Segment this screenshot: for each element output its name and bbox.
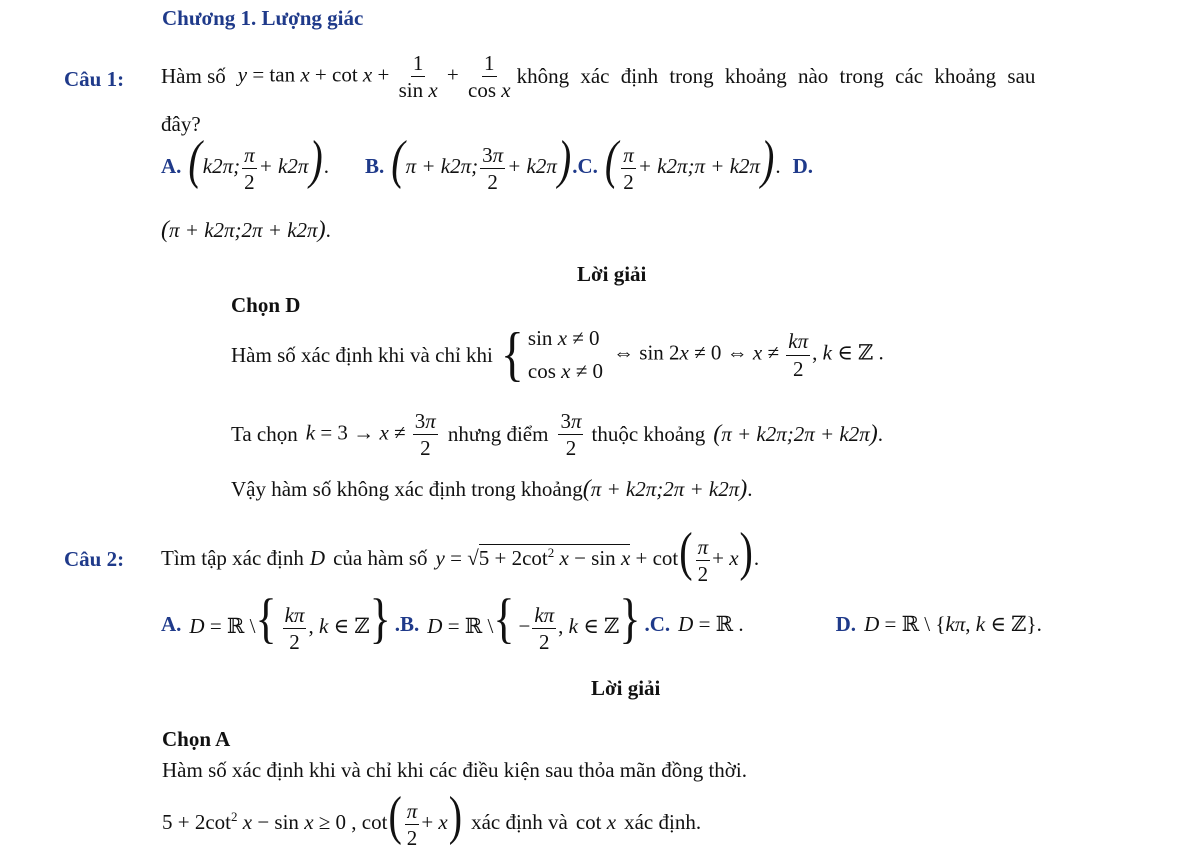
solution-2-line-2-text-b: xác định. — [624, 809, 702, 834]
solution-1-line-3-text: Vậy hàm số không xác định trong khoảng — [231, 477, 583, 501]
solution-1-line-1: Hàm số xác định khi và chỉ khi { sin x ≠ 0 cos x ≠ 0 ⇔ sin 2x ≠ 0 ⇔ x ≠ $\frac{k\pi}{2}$ , k ∈ ℤ . — [231, 321, 884, 388]
option-d-label: D. — [792, 153, 814, 178]
option-b-label: B. — [364, 153, 385, 178]
question-1-options — [161, 128, 814, 194]
option-d-value: ( π + k2π;2π + k2π ) . — [161, 217, 331, 243]
question-1-intro: Hàm số — [161, 64, 226, 89]
solution-1-line-2-text-b: nhưng điểm — [447, 422, 549, 447]
option-c-label: .C. — [572, 153, 598, 178]
q2-option-d-value: D = ℝ \ {kπ, k ∈ ℤ}. — [864, 612, 1042, 637]
question-1-statement — [161, 52, 1101, 101]
solution-2-choice: Chọn A — [162, 727, 231, 751]
solution-1-line-1-text: Hàm số xác định khi và chỉ khi — [231, 342, 493, 367]
solution-1-line-3: Vậy hàm số không xác định trong khoảng (π + k2π;2π + k2π). — [231, 476, 753, 502]
option-a-label: A. — [161, 153, 182, 178]
q2-option-c-value: D = ℝ . — [678, 612, 744, 637]
question-2-options — [161, 587, 1042, 654]
question-1-label: Câu 1: — [64, 67, 125, 91]
q2-option-d-label: D. — [835, 612, 857, 637]
question-2-label: Câu 2: — [64, 547, 125, 571]
solution-1-heading: Lời giải — [577, 262, 647, 286]
option-b-value: (π + k2π; $\frac{3\pi}{2}$ + k2π) — [391, 128, 572, 194]
question-2-function: $y = √5 + 2\cot^2$ x − sin x + cot( $\frac{\pi}{2}$ + x). — [435, 520, 760, 586]
solution-1-choice: Chọn D — [231, 293, 301, 317]
q2-option-a-label: A. — [161, 612, 182, 637]
q2-option-a-value: D = ℝ \{ $\frac{k\pi}{2}$ , k ∈ ℤ} — [189, 587, 391, 654]
question-2-intro-b: của hàm số — [333, 545, 428, 570]
question-2-statement: Tìm tập xác định D của hàm số $y = √5 + 2\cot^2$ x − sin x + cot( $\frac{\pi}{2}$ + x). — [161, 520, 760, 586]
question-1-function: y = tan x + cot x + $\frac{1}{\text{sin x}}$ + $\frac{1}{\text{cos x}}$ — [237, 51, 511, 103]
solution-1-line-2-text-c: thuộc khoảng — [591, 422, 706, 447]
question-1-text: không xác định trong khoảng nào trong các khoảng sau — [516, 64, 1036, 89]
question-2-intro: Tìm tập xác định — [161, 545, 304, 570]
solution-2-line-2: $5 + 2\cot^2$ x − sin x ≥ 0 , cot( $\frac{\pi}{2}$ + x) xác định và cot x xác định. — [162, 784, 702, 850]
option-a-value: (k2π; $\frac{\pi}{2}$ + k2π). — [188, 128, 329, 194]
solution-2-line-1: Hàm số xác định khi và chỉ khi các điều kiện sau thỏa mãn đồng thời. — [162, 758, 747, 782]
q2-option-c-label: .C. — [644, 612, 671, 637]
solution-2-heading: Lời giải — [591, 676, 661, 700]
question-1-text-tail: đây? — [161, 112, 201, 136]
chapter-title: Chương 1. Lượng giác — [162, 6, 364, 30]
q2-option-b-label: .B. — [394, 612, 420, 637]
solution-1-line-2: Ta chọn k = 3 → x ≠ $\frac{3\pi}{2}$ nhưng điểm $\frac{3\pi}{2}$ thuộc khoảng (π + k2π;2π + k2π). — [231, 409, 884, 461]
solution-1-line-2-text-a: Ta chọn — [231, 422, 298, 447]
solution-2-line-2-text-a: xác định và — [471, 809, 568, 834]
option-c-value: ( $\frac{\pi}{2}$ + k2π;π + k2π). — [604, 128, 781, 194]
q2-option-b-value: D = ℝ \{ − $\frac{k\pi}{2}$ , k ∈ ℤ} — [427, 587, 641, 654]
condition-system: { sin x ≠ 0 cos x ≠ 0 — [500, 321, 604, 388]
